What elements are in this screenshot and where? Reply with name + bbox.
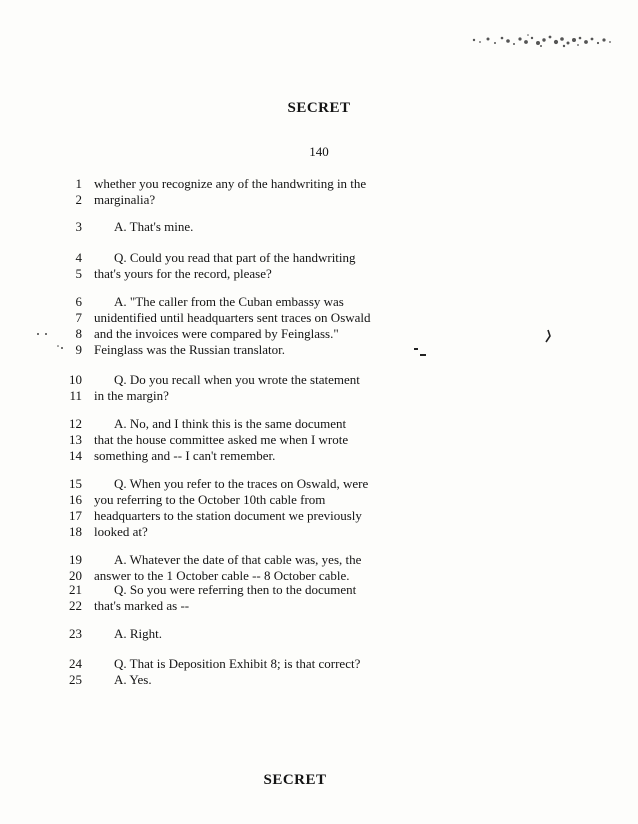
line-number: 11	[69, 388, 82, 403]
line-number: 23	[69, 626, 82, 641]
line-number: 10	[69, 372, 82, 387]
line-number: 24	[69, 656, 82, 671]
line-text: Q. When you refer to the traces on Oswald, were	[114, 476, 369, 491]
line-number: 4	[75, 250, 82, 265]
line-text: that's yours for the record, please?	[94, 266, 272, 281]
line-text: that's marked as --	[94, 598, 190, 613]
line-number: 2	[75, 192, 82, 207]
line-text: that the house committee asked me when I wrote	[94, 432, 349, 447]
line-text: headquarters to the station document we previously	[94, 508, 362, 523]
line-text: A. That's mine.	[114, 219, 194, 234]
line-text: Q. Do you recall when you wrote the statement	[114, 372, 360, 387]
line-text: whether you recognize any of the handwriting in the	[94, 176, 367, 191]
line-number: 17	[69, 508, 82, 523]
line-text: Q. So you were referring then to the document	[114, 582, 357, 597]
line-text: Feinglass was the Russian translator.	[94, 342, 286, 357]
line-number: 16	[69, 492, 82, 507]
line-number: 22	[69, 598, 82, 613]
line-text: Q. That is Deposition Exhibit 8; is that correct?	[114, 656, 361, 671]
line-number: 14	[69, 448, 82, 463]
scan-smudge	[468, 30, 616, 52]
ink-tick-right	[540, 326, 560, 346]
line-number: 13	[69, 432, 82, 447]
margin-marks-left	[34, 322, 74, 352]
line-number: 21	[69, 582, 82, 597]
line-text: answer to the 1 October cable -- 8 October cable.	[94, 568, 350, 583]
line-number: 5	[75, 266, 82, 281]
line-text: something and -- I can't remember.	[94, 448, 276, 463]
line-number: 6	[75, 294, 82, 309]
line-text: looked at?	[94, 524, 148, 539]
line-text: A. Whatever the date of that cable was, yes, the	[114, 552, 362, 567]
line-text: A. "The caller from the Cuban embassy was	[114, 294, 344, 309]
line-text: you referring to the October 10th cable from	[94, 492, 326, 507]
line-text: A. Yes.	[114, 672, 152, 687]
line-number: 15	[69, 476, 82, 491]
line-text: Q. Could you read that part of the handwriting	[114, 250, 356, 265]
line-number: 20	[69, 568, 82, 583]
line-number: 8	[75, 326, 82, 341]
line-number: 9	[75, 342, 82, 357]
line-number: 1	[75, 176, 82, 191]
line-number: 19	[69, 552, 82, 567]
line-text: A. Right.	[114, 626, 163, 641]
line-number: 25	[69, 672, 82, 687]
line-number: 7	[75, 310, 82, 325]
page-number: 140	[309, 144, 329, 159]
line-text: in the margin?	[94, 388, 169, 403]
line-text: marginalia?	[94, 192, 156, 207]
ink-mark-right	[410, 338, 470, 368]
line-number: 12	[69, 416, 82, 431]
line-text: A. No, and I think this is the same document	[114, 416, 347, 431]
line-number: 18	[69, 524, 82, 539]
classification-header: SECRET	[287, 100, 351, 116]
line-text: unidentified until headquarters sent traces on Oswald	[94, 310, 371, 325]
line-number: 3	[75, 219, 82, 234]
line-text: and the invoices were compared by Feinglass."	[94, 326, 339, 341]
classification-footer: SECRET	[263, 772, 327, 788]
